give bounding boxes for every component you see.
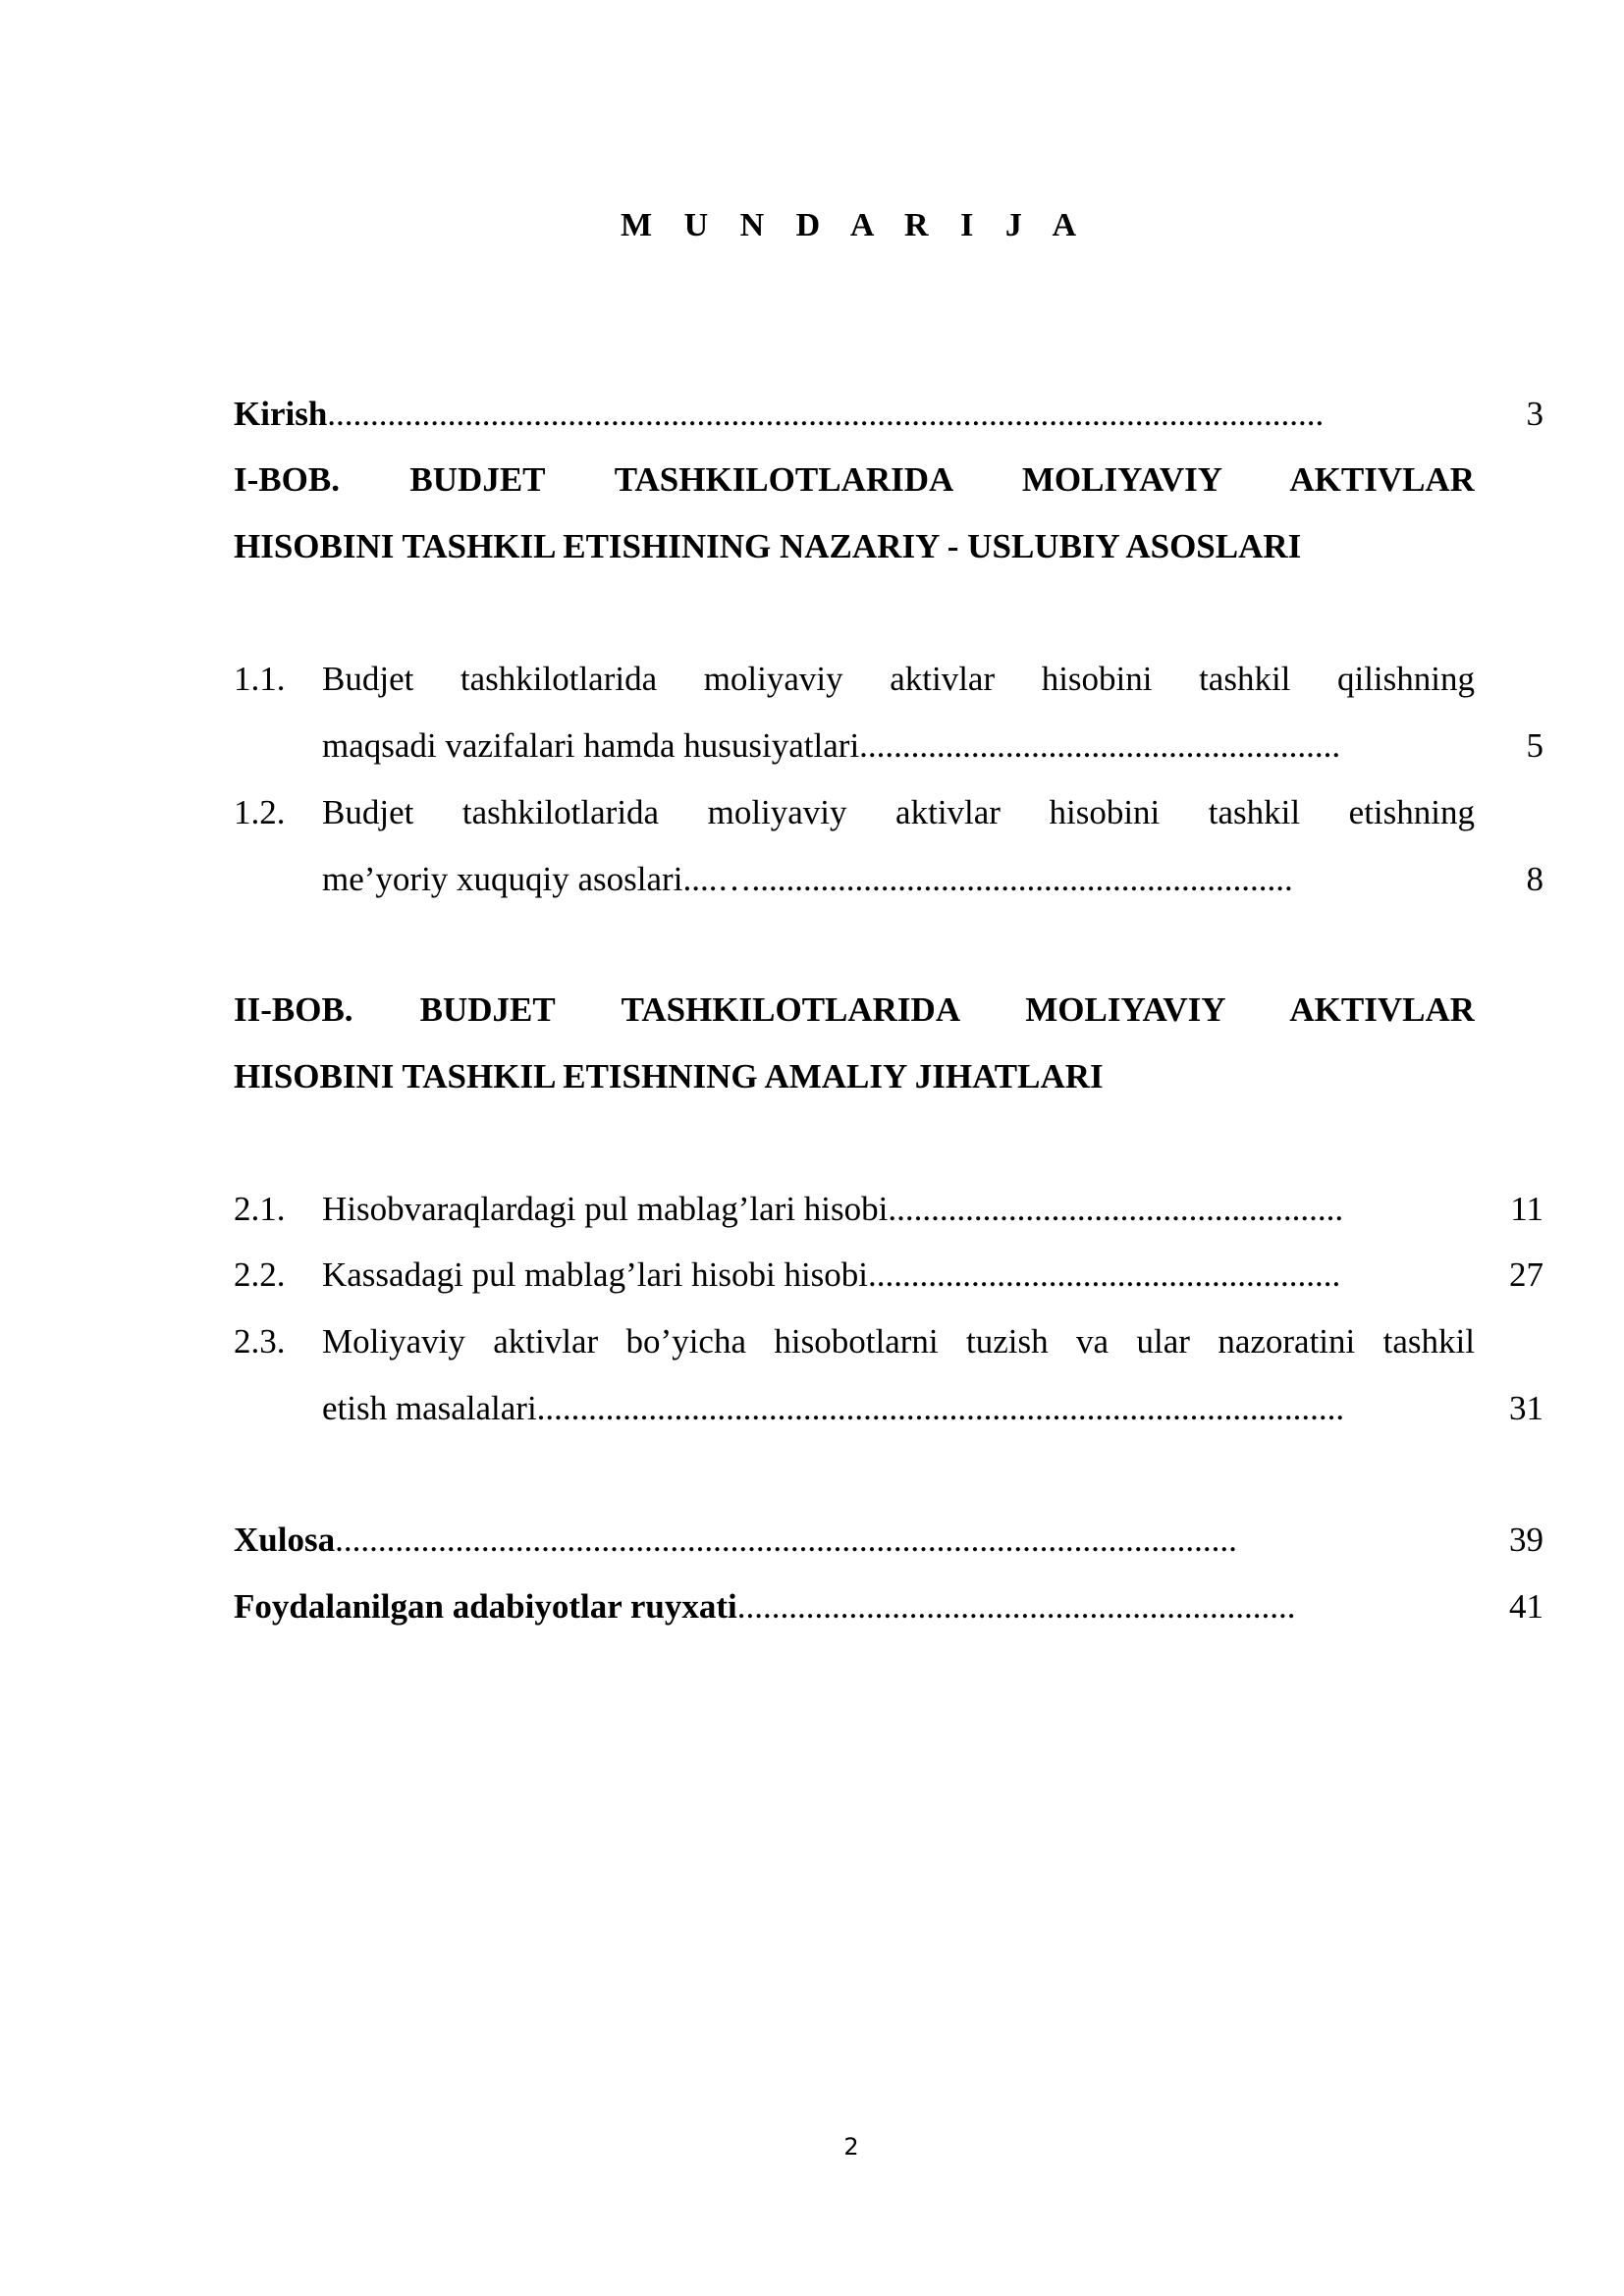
section-title-text: me’yoriy xuquqiy asoslari bbox=[322, 860, 683, 898]
toc-page-number: 5 bbox=[1526, 726, 1543, 765]
toc-leader-dots: .............................................................................................. bbox=[536, 1389, 1345, 1427]
section-number: 2.1. bbox=[234, 1190, 286, 1228]
toc-leader-dots: ..................................................... bbox=[888, 1190, 1344, 1228]
section-title-line bbox=[322, 1254, 1475, 1297]
toc-leader-dots: ....…............................................................... bbox=[682, 860, 1293, 898]
chapter-heading-line: HISOBINI TASHKIL ETISHINING NAZARIY - USLUBIY ASOSLARI bbox=[234, 527, 1302, 565]
section-number: 2.2. bbox=[234, 1255, 286, 1294]
chapter-heading-line: I-BOB. BUDJET TASHKILOTLARIDA MOLIYAVIY AKTIVLAR bbox=[234, 460, 1475, 499]
section-title-line bbox=[322, 1387, 1475, 1430]
toc-entry-label: Xulosa bbox=[234, 1521, 336, 1559]
section-title-text: Hisobvaraqlardagi pul mablag’lari hisobi bbox=[322, 1190, 889, 1228]
chapter-heading-line: HISOBINI TASHKIL ETISHNING AMALIY JIHATLARI bbox=[234, 1057, 1104, 1095]
section-number: 2.3. bbox=[234, 1322, 286, 1361]
chapter-heading-line: II-BOB. BUDJET TASHKILOTLARIDA MOLIYAVIY AKTIVLAR bbox=[234, 990, 1475, 1029]
toc-page-number: 41 bbox=[1509, 1587, 1543, 1626]
toc-leader-dots: ......................................................................................................... bbox=[335, 1521, 1237, 1559]
toc-entry-label: Foydalanilgan adabiyotlar ruyxati bbox=[234, 1587, 737, 1626]
toc-leader-dots: .................................................................................................................... bbox=[327, 395, 1325, 433]
toc-entry-adabiyotlar bbox=[234, 1585, 1475, 1629]
toc-page-number: 39 bbox=[1509, 1521, 1543, 1559]
toc-entry-xulosa bbox=[234, 1519, 1475, 1562]
toc-page-number: 3 bbox=[1526, 395, 1543, 433]
toc-page-number: 11 bbox=[1510, 1190, 1543, 1228]
section-number: 1.1. bbox=[234, 660, 286, 698]
section-title-line bbox=[322, 1188, 1475, 1231]
toc-entry-kirish bbox=[234, 393, 1451, 436]
section-title-line: Moliyaviy aktivlar bo’yicha hisobotlarni tuzish va ular nazoratini tashkil bbox=[322, 1322, 1475, 1361]
toc-page-number: 27 bbox=[1509, 1255, 1543, 1294]
toc-page-number: 31 bbox=[1509, 1389, 1543, 1427]
toc-leader-dots: ....................................................... bbox=[868, 1255, 1341, 1294]
section-title-text: etish masalalari bbox=[322, 1389, 537, 1427]
section-number: 1.2. bbox=[234, 793, 286, 831]
toc-page-number: 8 bbox=[1526, 860, 1543, 898]
page-title: M U N D A R I J A bbox=[620, 207, 1089, 243]
toc-leader-dots: ........................................................ bbox=[859, 726, 1341, 765]
section-title-line bbox=[322, 724, 1475, 768]
section-title-line: Budjet tashkilotlarida moliyaviy aktivlar hisobini tashkil etishning bbox=[322, 793, 1475, 831]
footer-page-number: 2 bbox=[843, 2133, 859, 2161]
toc-leader-dots: ................................................................. bbox=[736, 1587, 1296, 1626]
section-title-line: Budjet tashkilotlarida moliyaviy aktivlar hisobini tashkil qilishning bbox=[322, 660, 1475, 698]
toc-entry-label: Kirish bbox=[234, 395, 328, 433]
section-title-line bbox=[322, 858, 1475, 901]
section-title-text: maqsadi vazifalari hamda hususiyatlari bbox=[322, 726, 860, 765]
section-title-text: Kassadagi pul mablag’lari hisobi hisobi bbox=[322, 1255, 869, 1294]
